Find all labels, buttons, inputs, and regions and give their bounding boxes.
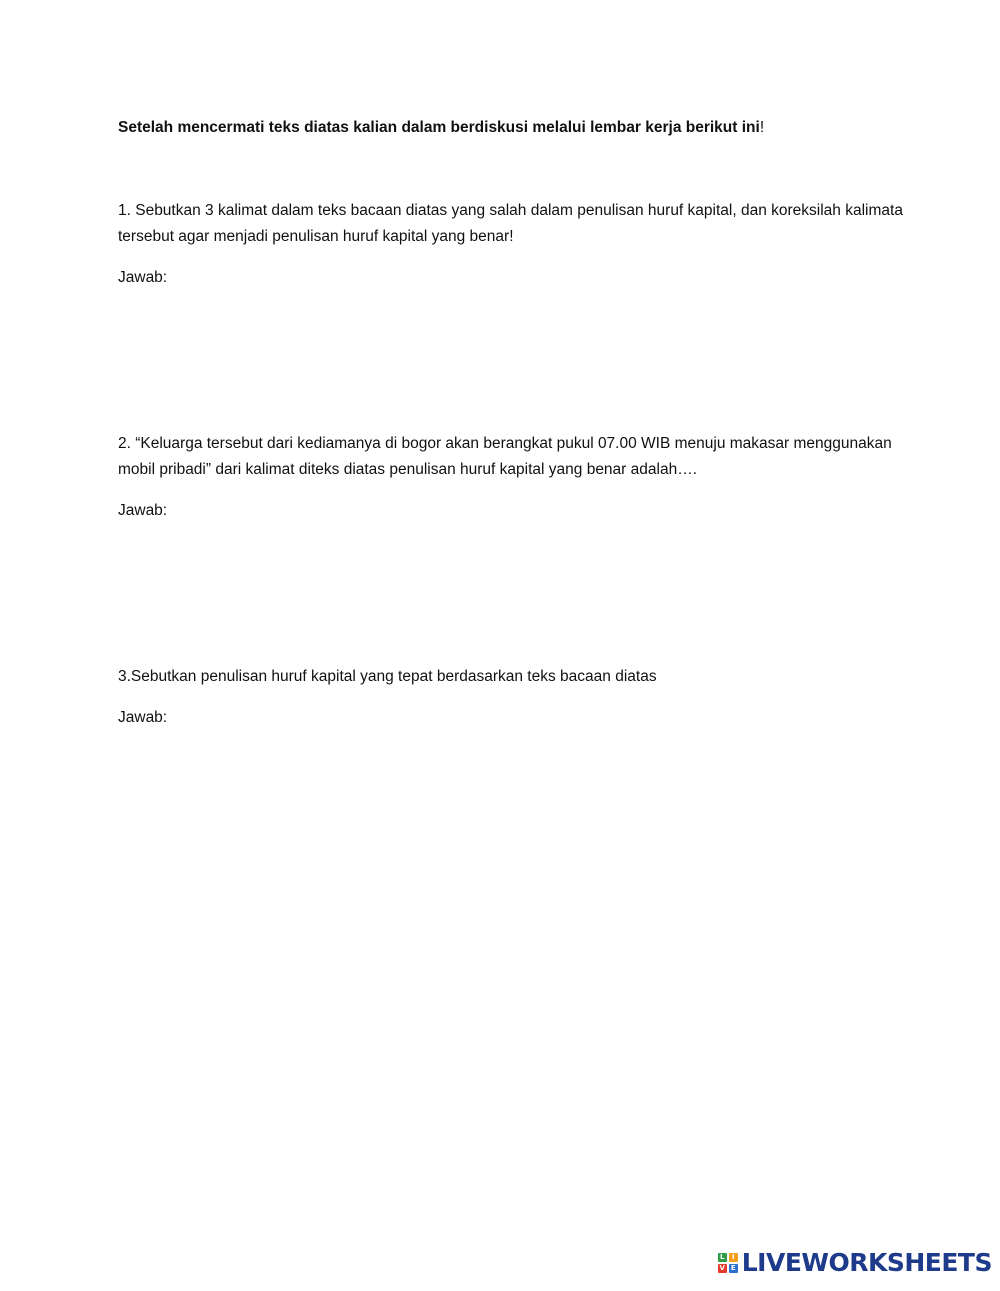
liveworksheets-logo <box>718 1248 992 1277</box>
answer-label-1: Jawab: <box>118 269 168 286</box>
answer-label-3: Jawab: <box>118 709 168 726</box>
live-block-e: E <box>729 1264 738 1273</box>
question-2: 2. “Keluarga tersebut dari kediamanya di bogor akan berangkat pukul 07.00 WIB menuju makasar menggunakan mobil pribadi” dari kalimat diteks diatas penulisan huruf kapital yang benar adalah…. <box>118 435 892 478</box>
question-3: 3.Sebutkan penulisan huruf kapital yang tepat berdasarkan teks bacaan diatas <box>118 668 657 685</box>
live-block-i: I <box>729 1253 738 1262</box>
brand-name: LIVEWORKSHEETS <box>741 1248 992 1277</box>
intro-text: Setelah mencermati teks diatas kalian dalam berdiskusi melalui lembar kerja berikut ini <box>118 119 760 136</box>
intro-exclamation: ! <box>759 119 765 136</box>
answer-label-2: Jawab: <box>118 502 168 519</box>
question-1: 1. Sebutkan 3 kalimat dalam teks bacaan diatas yang salah dalam penulisan huruf kapital, dan koreksilah kalimata tersebut agar menjadi penulisan huruf kapital yang benar! <box>118 202 903 245</box>
live-block-v: V <box>719 1263 725 1272</box>
intro-instruction <box>118 115 918 141</box>
live-blocks-icon <box>718 1253 738 1273</box>
live-block-l: L <box>718 1253 727 1262</box>
